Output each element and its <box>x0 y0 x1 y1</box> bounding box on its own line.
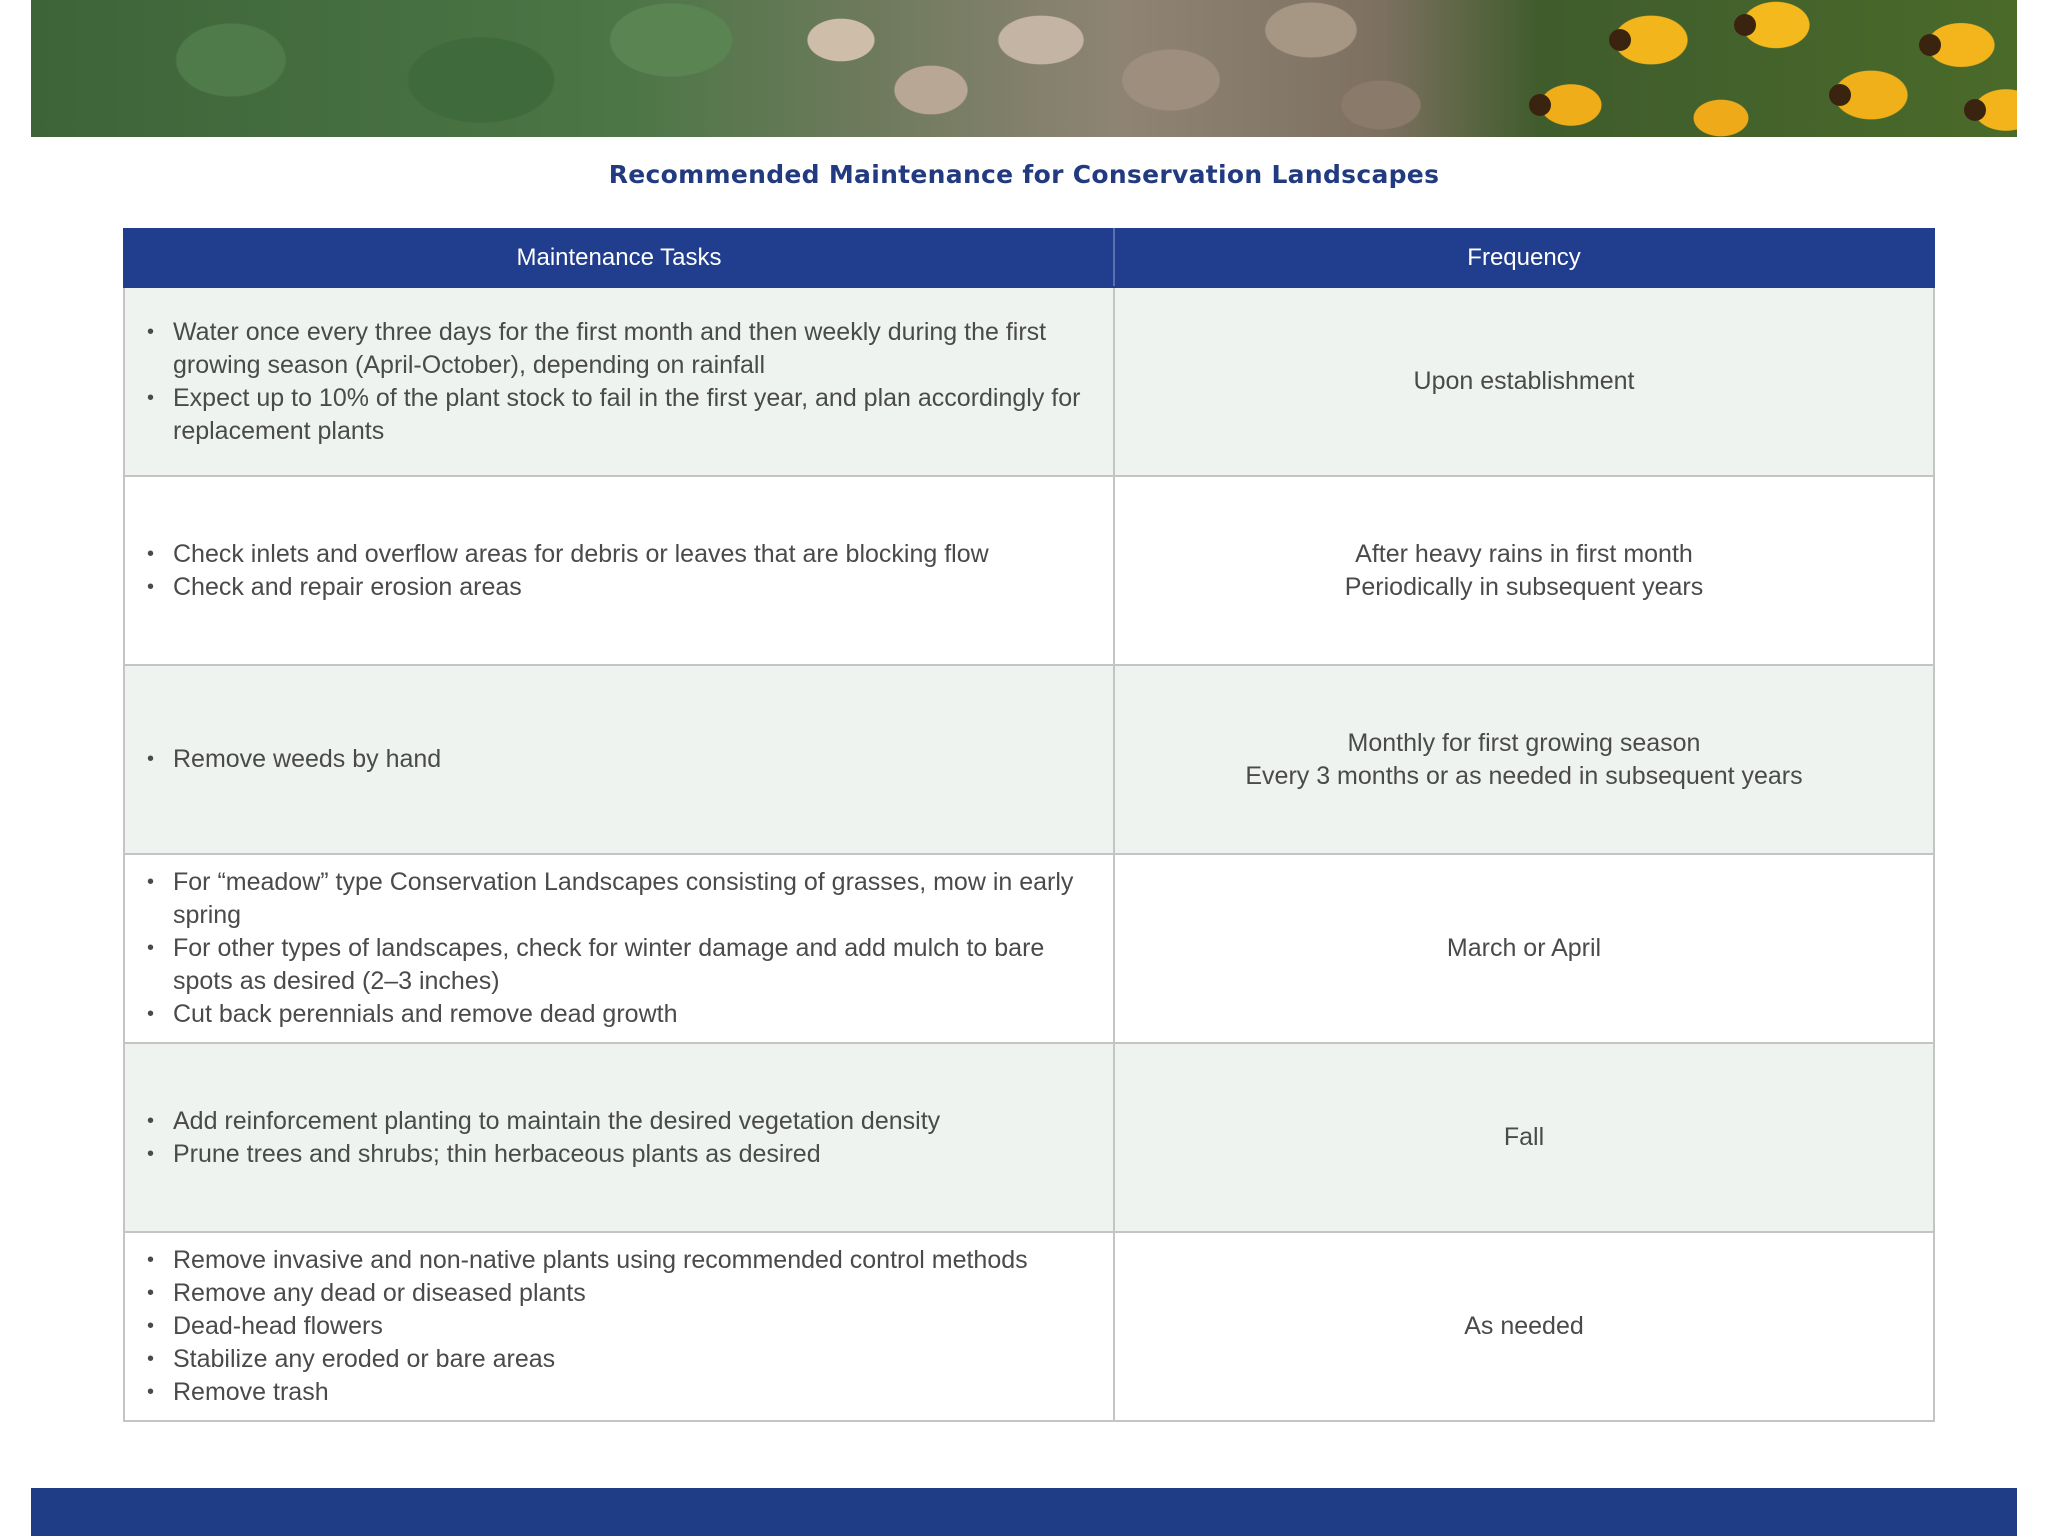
table-row <box>124 1043 1934 1232</box>
maintenance-table <box>123 228 1935 1422</box>
frequency-text: Fall <box>1503 1123 1545 1151</box>
task-item: • For other types of landscapes, check for winter damage and add mulch to bare spots as desired (2–3 inches) <box>147 932 1099 998</box>
task-item: • Remove trash <box>147 1376 1099 1409</box>
table-row <box>124 854 1934 1043</box>
frequency-text: Periodically in subsequent years <box>1344 572 1704 601</box>
task-item: • Check inlets and overflow areas for debris or leaves that are blocking flow <box>147 538 1099 571</box>
task-item: • Dead-head flowers <box>147 1310 1099 1343</box>
column-header-frequency: Frequency <box>1114 229 1934 287</box>
frequency-text: As needed <box>1464 1312 1584 1340</box>
flower-center <box>1829 84 1851 106</box>
page-title: Recommended Maintenance for Conservation Landscapes <box>608 160 1440 189</box>
frequency-text: Every 3 months or as needed in subsequent years <box>1245 761 1803 790</box>
frequency-text: March or April <box>1446 934 1602 962</box>
table-row <box>124 1232 1934 1421</box>
task-item: • Cut back perennials and remove dead growth <box>147 998 1099 1031</box>
frequency-cell <box>1114 1043 1934 1232</box>
task-item: • Prune trees and shrubs; thin herbaceous plants as desired <box>147 1138 1099 1171</box>
tasks-cell <box>124 1043 1114 1232</box>
frequency-cell <box>1114 1232 1934 1421</box>
footer-band <box>31 1488 2017 1536</box>
flower-center <box>1609 29 1631 51</box>
tasks-cell <box>124 854 1114 1043</box>
frequency-text: After heavy rains in first month <box>1355 539 1693 568</box>
tasks-cell <box>124 287 1114 476</box>
frequency-text: Monthly for first growing season <box>1347 728 1701 757</box>
frequency-cell <box>1114 665 1934 854</box>
task-item: • Remove weeds by hand <box>147 743 1099 776</box>
table-row <box>124 287 1934 476</box>
task-item: • Stabilize any eroded or bare areas <box>147 1343 1099 1376</box>
header-photo-banner <box>31 0 2017 137</box>
frequency-text: Upon establishment <box>1413 367 1635 395</box>
task-item: • Remove any dead or diseased plants <box>147 1277 1099 1310</box>
tasks-cell <box>124 665 1114 854</box>
tasks-cell <box>124 476 1114 665</box>
tasks-cell <box>124 1232 1114 1421</box>
flower-center <box>1529 94 1551 116</box>
task-item: • Remove invasive and non-native plants using recommended control methods <box>147 1244 1099 1277</box>
column-header-tasks: Maintenance Tasks <box>124 229 1114 287</box>
task-item: • Add reinforcement planting to maintain the desired vegetation density <box>147 1105 1099 1138</box>
table-header-row <box>124 229 1934 287</box>
task-item: • For “meadow” type Conservation Landscapes consisting of grasses, mow in early spring <box>147 866 1099 932</box>
table-row <box>124 476 1934 665</box>
task-item: • Water once every three days for the first month and then weekly during the first growing season (April-October), depending on rainfall <box>147 316 1099 382</box>
task-item: • Check and repair erosion areas <box>147 571 1099 604</box>
table-row <box>124 665 1934 854</box>
flower-center <box>1919 34 1941 56</box>
frequency-cell <box>1114 854 1934 1043</box>
flower-center <box>1964 99 1986 121</box>
flower-center <box>1734 14 1756 36</box>
task-item: • Expect up to 10% of the plant stock to fail in the first year, and plan accordingly for replacement plants <box>147 382 1099 448</box>
frequency-cell <box>1114 287 1934 476</box>
frequency-cell <box>1114 476 1934 665</box>
